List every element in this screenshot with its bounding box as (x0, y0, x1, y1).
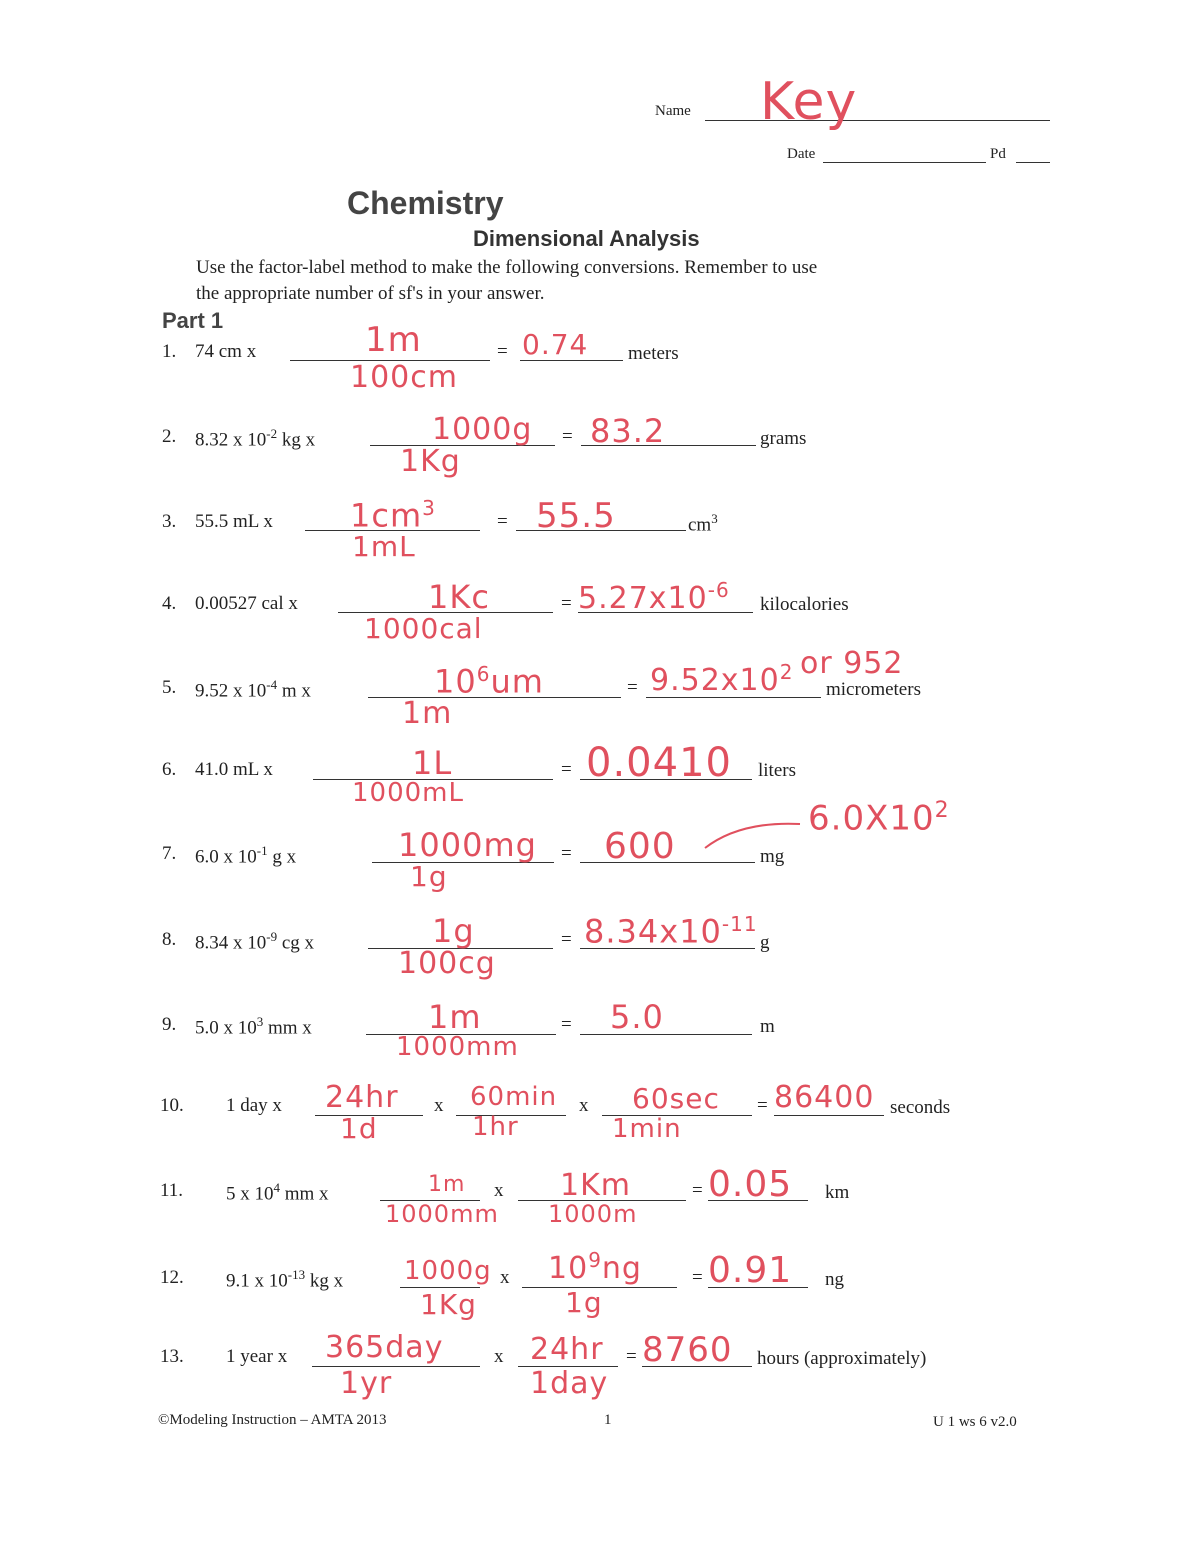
name-label: Name (655, 103, 691, 119)
footer-copyright: ©Modeling Instruction – AMTA 2013 (158, 1412, 387, 1428)
given-base: 5.0 x 10 (195, 1017, 257, 1039)
answer-exponent: -6 (707, 578, 730, 602)
given-base: 9.52 x 10 (195, 680, 267, 702)
problem-given: 0.00527 cal x (195, 593, 298, 614)
answer-value: 83.2 (590, 412, 666, 450)
factor-numerator: 1L (412, 744, 453, 782)
factor-numerator-unit: um (490, 662, 544, 701)
page-subtitle: Dimensional Analysis (473, 226, 700, 251)
equals-sign: = (497, 341, 508, 362)
answer-value: 8760 (642, 1330, 733, 1370)
problem-number: 6. (162, 759, 177, 780)
answer-exponent: -11 (721, 912, 758, 936)
factor-1-denominator: 1d (340, 1112, 378, 1145)
factor-2-denominator: 1000m (548, 1200, 638, 1228)
answer-base: 9.52x10 (650, 663, 780, 698)
equals-sign: = (692, 1180, 703, 1201)
problem-given (195, 1014, 312, 1039)
factor-2-denominator: 1day (530, 1366, 609, 1401)
equals-sign: = (561, 1014, 572, 1035)
answer-value: 5.0 (610, 998, 664, 1036)
times-sign: x (434, 1095, 444, 1116)
given-exponent: -2 (266, 426, 278, 441)
problem-number: 2. (162, 426, 177, 447)
problem-given (195, 677, 311, 702)
given-unit: g x (267, 846, 297, 868)
answer-value (650, 660, 793, 698)
instructions-line-2: the appropriate number of sf's in your answer. (196, 283, 545, 304)
factor-2-numerator: 60min (470, 1082, 558, 1112)
date-label: Date (787, 146, 816, 162)
given-unit: m x (277, 680, 311, 702)
factor-2-denominator: 1hr (472, 1112, 519, 1142)
factor-denominator: 100cg (398, 946, 496, 981)
given-base: 5 x 10 (226, 1183, 274, 1205)
factor-denominator: 1g (410, 860, 448, 893)
factor-numerator: 1m (365, 320, 422, 360)
given-exponent: -9 (266, 929, 278, 944)
factor-1-numerator: 1m (428, 1172, 466, 1197)
equals-sign: = (561, 593, 572, 614)
problem-given (226, 1180, 329, 1205)
times-sign: x (579, 1095, 589, 1116)
answer-unit (688, 511, 718, 536)
factor-numerator-base: 10 (434, 662, 477, 701)
problem-number: 7. (162, 843, 177, 864)
given-exponent: -1 (256, 843, 268, 858)
equals-sign: = (626, 1346, 637, 1367)
problem-given: 1 day x (226, 1095, 282, 1116)
factor-1-numerator: 365day (325, 1330, 444, 1365)
answer-value (578, 578, 730, 616)
factor-numerator: 1Kc (428, 578, 490, 616)
arrow-curve-icon (700, 816, 810, 856)
problem-number: 1. (162, 341, 177, 362)
times-sign: x (494, 1346, 504, 1367)
factor-1-numerator: 24hr (325, 1080, 399, 1115)
equals-sign: = (497, 511, 508, 532)
problem-given: 1 year x (226, 1346, 288, 1367)
given-exponent: 3 (256, 1014, 264, 1029)
answer-line[interactable] (774, 1115, 884, 1116)
answer-unit: km (825, 1182, 850, 1203)
problem-given: 55.5 mL x (195, 511, 273, 532)
factor-1-numerator: 1000g (404, 1256, 492, 1286)
problem-number: 4. (162, 593, 177, 614)
answer-line[interactable] (580, 1034, 752, 1035)
problem-number: 8. (162, 929, 177, 950)
answer-unit: ng (825, 1269, 844, 1290)
answer-value: 0.74 (522, 328, 589, 361)
problem-given (195, 426, 315, 451)
equals-sign: = (627, 677, 638, 698)
problem-number: 12. (160, 1267, 184, 1288)
answer-base: 8.34x10 (584, 912, 722, 951)
answer-alternate-base: 6.0X10 (808, 798, 935, 839)
factor-denominator: 1000cal (364, 612, 483, 645)
factor-2-numerator: 24hr (530, 1332, 604, 1367)
factor-2-numerator-base: 10 (548, 1251, 589, 1286)
given-base: 9.1 x 10 (226, 1270, 288, 1292)
answer-alternate-exponent: 2 (934, 798, 950, 823)
answer-value: 0.91 (708, 1250, 793, 1291)
answer-value: 0.0410 (586, 740, 732, 786)
problem-given (195, 843, 296, 868)
factor-1-denominator: 1Kg (420, 1288, 477, 1321)
given-base: 8.32 x 10 (195, 429, 267, 451)
date-field-line[interactable] (823, 162, 986, 163)
answer-unit: seconds (890, 1097, 951, 1118)
factor-3-numerator: 60sec (632, 1082, 720, 1115)
factor-denominator: 1m (402, 696, 453, 731)
factor-3-denominator: 1min (612, 1114, 682, 1144)
part-heading: Part 1 (162, 308, 224, 333)
factor-1-denominator: 1000mm (385, 1200, 499, 1228)
footer-version: U 1 ws 6 v2.0 (933, 1414, 1017, 1430)
given-exponent: -4 (266, 677, 278, 692)
answer-alternate: or 952 (800, 646, 904, 681)
equals-sign: = (561, 843, 572, 864)
answer-value: 0.05 (708, 1164, 793, 1205)
given-base: 8.34 x 10 (195, 932, 267, 954)
answer-unit: meters (628, 343, 679, 364)
given-unit: mm x (280, 1183, 329, 1205)
factor-numerator-base: 1cm (350, 496, 423, 535)
given-unit: kg x (305, 1270, 344, 1292)
given-unit: kg x (277, 429, 316, 451)
problem-number: 5. (162, 677, 177, 698)
answer-unit: kilocalories (760, 594, 849, 615)
factor-numerator (434, 662, 544, 701)
factor-numerator: 1000g (432, 412, 533, 447)
answer-unit: hours (approximately) (757, 1348, 927, 1369)
factor-2-numerator (548, 1248, 642, 1286)
factor-line[interactable] (312, 1366, 480, 1367)
factor-denominator: 1mL (352, 530, 416, 563)
given-exponent: 4 (273, 1180, 280, 1195)
answer-unit: mg (760, 846, 785, 867)
factor-2-numerator-exponent: 9 (588, 1248, 602, 1272)
factor-2-numerator: 1Km (560, 1168, 631, 1203)
answer-value: 600 (604, 826, 676, 867)
name-field-line[interactable] (705, 120, 1050, 121)
name-value: Key (760, 72, 858, 132)
factor-denominator: 1000mm (396, 1032, 519, 1062)
period-field-line[interactable] (1016, 162, 1050, 163)
answer-unit: m (760, 1016, 775, 1037)
answer-unit: grams (760, 428, 807, 449)
factor-numerator: 1m (428, 998, 482, 1036)
problem-number: 3. (162, 511, 177, 532)
factor-denominator: 100cm (350, 360, 458, 395)
period-label: Pd (990, 146, 1006, 162)
equals-sign: = (561, 759, 572, 780)
equals-sign: = (562, 426, 573, 447)
answer-unit-base: cm (688, 514, 712, 536)
given-unit: mm x (263, 1017, 312, 1039)
instructions-line-1: Use the factor-label method to make the following conversions. Remember to use (196, 257, 818, 278)
answer-value (584, 912, 758, 951)
factor-denominator: 1Kg (400, 444, 461, 479)
answer-unit-exponent: 3 (711, 511, 718, 526)
factor-2-numerator-unit: ng (601, 1251, 642, 1286)
answer-unit: liters (758, 760, 796, 781)
factor-numerator: 1g (432, 912, 475, 950)
footer-page-number: 1 (604, 1412, 612, 1428)
answer-alternate (808, 798, 950, 838)
equals-sign: = (692, 1267, 703, 1288)
factor-numerator-exponent: 6 (476, 662, 491, 686)
equals-sign: = (561, 929, 572, 950)
problem-number: 10. (160, 1095, 184, 1116)
times-sign: x (500, 1267, 510, 1288)
times-sign: x (494, 1180, 504, 1201)
answer-base: 5.27x10 (578, 581, 708, 616)
problem-number: 11. (160, 1180, 184, 1201)
problem-given: 74 cm x (195, 341, 257, 362)
answer-exponent: 2 (779, 660, 794, 684)
problem-given (226, 1267, 343, 1292)
answer-value: 86400 (774, 1080, 875, 1115)
given-base: 6.0 x 10 (195, 846, 257, 868)
given-exponent: -13 (287, 1267, 306, 1282)
problem-number: 13. (160, 1346, 184, 1367)
factor-2-denominator: 1g (565, 1286, 603, 1319)
page-title: Chemistry (347, 185, 504, 221)
equals-sign: = (757, 1095, 768, 1116)
factor-numerator: 1000mg (398, 826, 537, 864)
problem-number: 9. (162, 1014, 177, 1035)
answer-value: 55.5 (536, 496, 616, 536)
problem-given: 41.0 mL x (195, 759, 273, 780)
problem-given (195, 929, 314, 954)
factor-denominator: 1000mL (352, 778, 464, 808)
answer-unit: micrometers (826, 679, 921, 700)
factor-numerator (350, 496, 436, 535)
factor-1-denominator: 1yr (340, 1366, 393, 1401)
given-unit: cg x (277, 932, 315, 954)
answer-unit: g (760, 932, 770, 953)
factor-numerator-exponent: 3 (422, 496, 436, 520)
